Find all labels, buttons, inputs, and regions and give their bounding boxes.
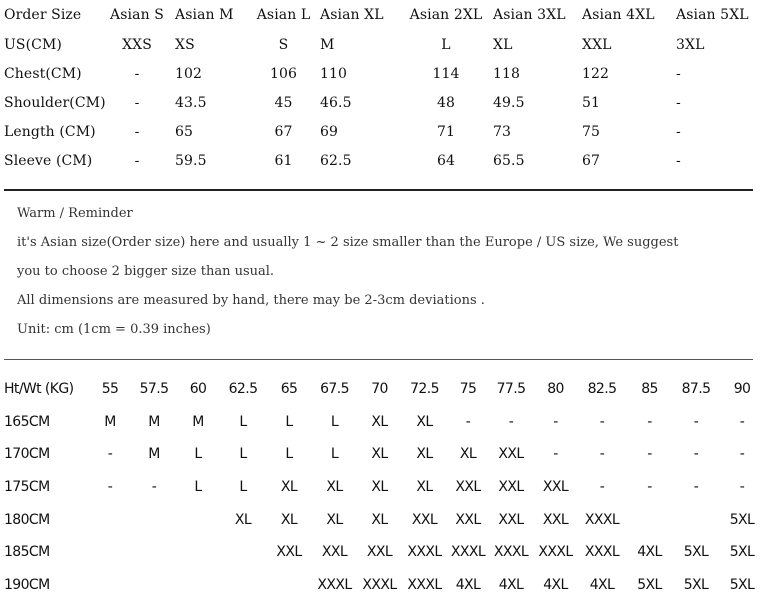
- size-cell: -: [676, 94, 681, 111]
- size-recommendation-cell: XL: [326, 479, 343, 496]
- size-recommendation-cell: XXL: [455, 479, 481, 496]
- size-cell: Asian S: [110, 7, 164, 23]
- size-row-label: Length (CM): [4, 123, 96, 140]
- height-weight-table: [4, 373, 762, 601]
- size-cell: 61: [274, 152, 293, 169]
- size-recommendation-cell: XXL: [321, 544, 348, 561]
- size-cell: XS: [175, 36, 195, 53]
- size-cell: 71: [436, 123, 455, 140]
- size-recommendation-cell: M: [148, 413, 160, 430]
- size-recommendation-cell: -: [739, 413, 745, 430]
- reminder-line: All dimensions are measured by hand, there may be 2-3cm deviations .: [17, 293, 485, 308]
- size-recommendation-cell: XXL: [411, 511, 438, 528]
- size-recommendation-cell: XL: [326, 511, 343, 528]
- weight-header-cell: 87.5: [681, 381, 711, 398]
- size-recommendation-cell: L: [330, 446, 339, 463]
- size-recommendation-cell: XXXL: [450, 544, 486, 561]
- size-recommendation-cell: XL: [234, 511, 252, 528]
- size-recommendation-cell: L: [330, 413, 339, 430]
- size-recommendation-cell: XXXL: [407, 576, 442, 593]
- size-recommendation-cell: M: [192, 413, 204, 430]
- size-cell: 64: [436, 152, 455, 169]
- size-recommendation-cell: [176, 503, 220, 536]
- size-cell: Asian L: [256, 7, 311, 23]
- height-row-label: 170CM: [4, 446, 50, 463]
- size-recommendation-cell: 5XL: [637, 576, 662, 593]
- size-recommendation-cell: 5XL: [683, 544, 709, 561]
- weight-header-cell: 62.5: [228, 381, 258, 398]
- size-recommendation-cell: XXL: [455, 511, 481, 528]
- size-cell: 102: [175, 65, 203, 82]
- size-recommendation-cell: XXL: [542, 511, 569, 528]
- size-recommendation-cell: XXXL: [584, 511, 620, 528]
- weight-header-cell: 57.5: [139, 381, 169, 398]
- reminder-line: you to choose 2 bigger size than usual.: [17, 264, 275, 279]
- size-row-label: Order Size: [4, 7, 82, 23]
- size-recommendation-cell: -: [599, 446, 605, 463]
- size-cell: XXL: [582, 36, 612, 53]
- size-recommendation-cell: -: [465, 413, 471, 430]
- size-recommendation-cell: XL: [371, 446, 388, 463]
- size-recommendation-cell: XL: [459, 446, 477, 463]
- size-table-row: [4, 146, 760, 175]
- size-recommendation-cell: -: [508, 413, 514, 430]
- size-recommendation-cell: -: [739, 479, 745, 496]
- weight-header-cell: 82.5: [587, 381, 617, 398]
- size-recommendation-cell: -: [647, 479, 652, 496]
- size-cell: 118: [493, 65, 521, 82]
- size-table-row: [4, 59, 760, 88]
- size-recommendation-cell: [673, 503, 719, 536]
- size-recommendation-cell: XL: [416, 479, 433, 496]
- size-recommendation-cell: XL: [416, 413, 433, 430]
- size-recommendation-cell: [132, 569, 176, 602]
- size-recommendation-cell: [88, 569, 132, 602]
- size-recommendation-cell: [176, 569, 220, 602]
- size-cell: 122: [582, 65, 610, 82]
- size-recommendation-cell: L: [194, 446, 202, 463]
- size-recommendation-cell: XXXL: [584, 544, 620, 561]
- size-row-label: Sleeve (CM): [4, 152, 93, 169]
- size-recommendation-cell: XXL: [366, 544, 393, 561]
- size-recommendation-cell: -: [151, 479, 157, 496]
- height-row-label: 180CM: [4, 511, 50, 528]
- size-cell: 67: [582, 152, 601, 169]
- size-recommendation-cell: [132, 503, 176, 536]
- size-cell: Asian M: [175, 7, 234, 23]
- size-recommendation-cell: -: [693, 479, 699, 496]
- size-recommendation-cell: [626, 503, 673, 536]
- size-cell: XL: [493, 36, 513, 53]
- size-cell: -: [134, 65, 140, 82]
- size-recommendation-cell: M: [104, 413, 116, 430]
- size-recommendation-cell: XXL: [276, 544, 302, 561]
- size-cell: 65.5: [493, 152, 525, 169]
- size-recommendation-cell: 4XL: [498, 576, 524, 593]
- size-cell: 59.5: [175, 152, 207, 169]
- size-recommendation-cell: L: [285, 446, 293, 463]
- size-recommendation-cell: L: [285, 413, 293, 430]
- size-recommendation-cell: XL: [371, 511, 388, 528]
- size-recommendation-cell: XL: [371, 413, 388, 430]
- size-recommendation-cell: [176, 536, 220, 569]
- weight-header-cell: 72.5: [410, 381, 439, 398]
- size-recommendation-cell: [220, 536, 266, 569]
- size-recommendation-cell: -: [107, 479, 113, 496]
- size-table-row: [4, 88, 760, 117]
- size-table-row: [4, 117, 760, 146]
- size-recommendation-cell: L: [194, 479, 202, 496]
- size-cell: 51: [582, 94, 601, 111]
- weight-header-cell: 80: [547, 381, 564, 398]
- size-recommendation-cell: -: [599, 479, 605, 496]
- weight-header-cell: 70: [371, 381, 388, 398]
- reminder-title: Warm / Reminder: [17, 206, 133, 221]
- size-cell: 75: [582, 123, 601, 140]
- size-recommendation-cell: L: [239, 479, 247, 496]
- size-cell: S: [278, 36, 289, 53]
- size-cell: 73: [493, 123, 512, 140]
- size-cell: 3XL: [676, 36, 705, 53]
- hw-table-row: [4, 569, 762, 602]
- weight-header-cell: 65: [280, 381, 298, 398]
- size-recommendation-cell: 4XL: [589, 576, 615, 593]
- size-cell: 106: [269, 65, 298, 82]
- size-recommendation-cell: XL: [416, 446, 433, 463]
- size-recommendation-cell: XL: [280, 511, 298, 528]
- size-recommendation-cell: 5XL: [729, 576, 755, 593]
- size-cell: XXS: [122, 36, 152, 53]
- size-cell: -: [134, 152, 140, 169]
- size-table-header: [4, 0, 760, 30]
- weight-header-cell: 77.5: [496, 381, 526, 398]
- weight-header-cell: 60: [189, 381, 207, 398]
- size-cell: 49.5: [493, 94, 525, 111]
- size-recommendation-cell: XXXL: [538, 544, 573, 561]
- size-cell: Asian XL: [320, 7, 384, 23]
- size-cell: -: [676, 152, 681, 169]
- height-row-label: 165CM: [4, 413, 50, 430]
- size-cell: Asian 3XL: [493, 7, 566, 23]
- size-cell: Asian 5XL: [676, 7, 749, 23]
- size-cell: -: [676, 123, 681, 140]
- size-recommendation-cell: XXXL: [407, 544, 442, 561]
- size-recommendation-cell: L: [239, 446, 247, 463]
- hw-table-row: [4, 536, 762, 569]
- size-recommendation-cell: 5XL: [729, 544, 755, 561]
- reminder-block: [17, 201, 752, 346]
- size-cell: -: [134, 123, 140, 140]
- hw-table-row: [4, 406, 762, 439]
- size-cell: Asian 2XL: [409, 7, 483, 23]
- size-recommendation-cell: XXL: [542, 479, 569, 496]
- size-recommendation-cell: -: [693, 446, 699, 463]
- size-recommendation-cell: 4XL: [455, 576, 481, 593]
- size-recommendation-cell: L: [239, 413, 247, 430]
- size-cell: 67: [274, 123, 293, 140]
- hw-table-header: [4, 373, 762, 406]
- size-recommendation-cell: -: [553, 413, 558, 430]
- size-recommendation-cell: -: [599, 413, 605, 430]
- weight-header-cell: 67.5: [320, 381, 349, 398]
- size-recommendation-cell: XXXL: [317, 576, 352, 593]
- size-recommendation-cell: XXL: [498, 479, 524, 496]
- size-recommendation-cell: XL: [371, 479, 388, 496]
- hw-table-row: [4, 471, 762, 504]
- size-cell: 114: [432, 65, 460, 82]
- size-cell: 46.5: [320, 94, 352, 111]
- weight-header-cell: 90: [733, 381, 751, 398]
- size-recommendation-cell: XL: [280, 479, 298, 496]
- size-row-label: Shoulder(CM): [4, 94, 106, 111]
- height-row-label: 185CM: [4, 544, 50, 561]
- size-cell: M: [320, 36, 335, 53]
- size-recommendation-cell: XXL: [498, 511, 524, 528]
- size-cell: 110: [320, 65, 348, 82]
- hw-table-row: [4, 503, 762, 536]
- size-recommendation-cell: XXL: [498, 446, 524, 463]
- size-recommendation-cell: [132, 536, 176, 569]
- size-row-label: US(CM): [4, 36, 62, 53]
- size-table-row: [4, 30, 760, 59]
- height-row-label: 190CM: [4, 576, 50, 593]
- reminder-line: it's Asian size(Order size) here and usually 1 ~ 2 size smaller than the Europe / US size, We suggest: [17, 235, 679, 250]
- weight-header-cell: 55: [101, 381, 119, 398]
- weight-header-cell: 85: [641, 381, 658, 398]
- size-cell: 48: [436, 94, 455, 111]
- size-recommendation-cell: [266, 569, 312, 602]
- size-cell: 65: [175, 123, 194, 140]
- size-recommendation-cell: [220, 569, 266, 602]
- size-cell: 69: [320, 123, 339, 140]
- size-cell: L: [441, 36, 451, 53]
- size-recommendation-cell: [88, 536, 132, 569]
- size-cell: -: [676, 65, 681, 82]
- size-row-label: Chest(CM): [4, 65, 82, 82]
- size-recommendation-cell: -: [647, 413, 652, 430]
- size-cell: 43.5: [175, 94, 207, 111]
- section-divider-top: [4, 189, 753, 191]
- size-recommendation-cell: 5XL: [683, 576, 709, 593]
- size-recommendation-cell: XXXL: [493, 544, 529, 561]
- size-table: [4, 0, 760, 175]
- size-recommendation-cell: XXXL: [362, 576, 397, 593]
- size-recommendation-cell: 5XL: [729, 511, 755, 528]
- size-recommendation-cell: -: [693, 413, 699, 430]
- section-divider-bottom: [4, 359, 753, 360]
- size-recommendation-cell: -: [553, 446, 558, 463]
- height-row-label: 175CM: [4, 479, 50, 496]
- size-recommendation-cell: [88, 503, 132, 536]
- size-recommendation-cell: 4XL: [637, 544, 662, 561]
- size-cell: 45: [274, 94, 293, 111]
- hw-table-row: [4, 438, 762, 471]
- hw-header-label: Ht/Wt (KG): [4, 381, 74, 398]
- size-cell: 62.5: [320, 152, 352, 169]
- size-recommendation-cell: 4XL: [543, 576, 568, 593]
- size-recommendation-cell: M: [148, 446, 160, 463]
- size-recommendation-cell: -: [107, 446, 113, 463]
- weight-header-cell: 75: [459, 381, 477, 398]
- size-cell: Asian 4XL: [582, 7, 655, 23]
- reminder-unit-note: Unit: cm (1cm = 0.39 inches): [17, 322, 211, 337]
- size-cell: -: [134, 94, 140, 111]
- size-recommendation-cell: -: [647, 446, 652, 463]
- size-recommendation-cell: -: [739, 446, 745, 463]
